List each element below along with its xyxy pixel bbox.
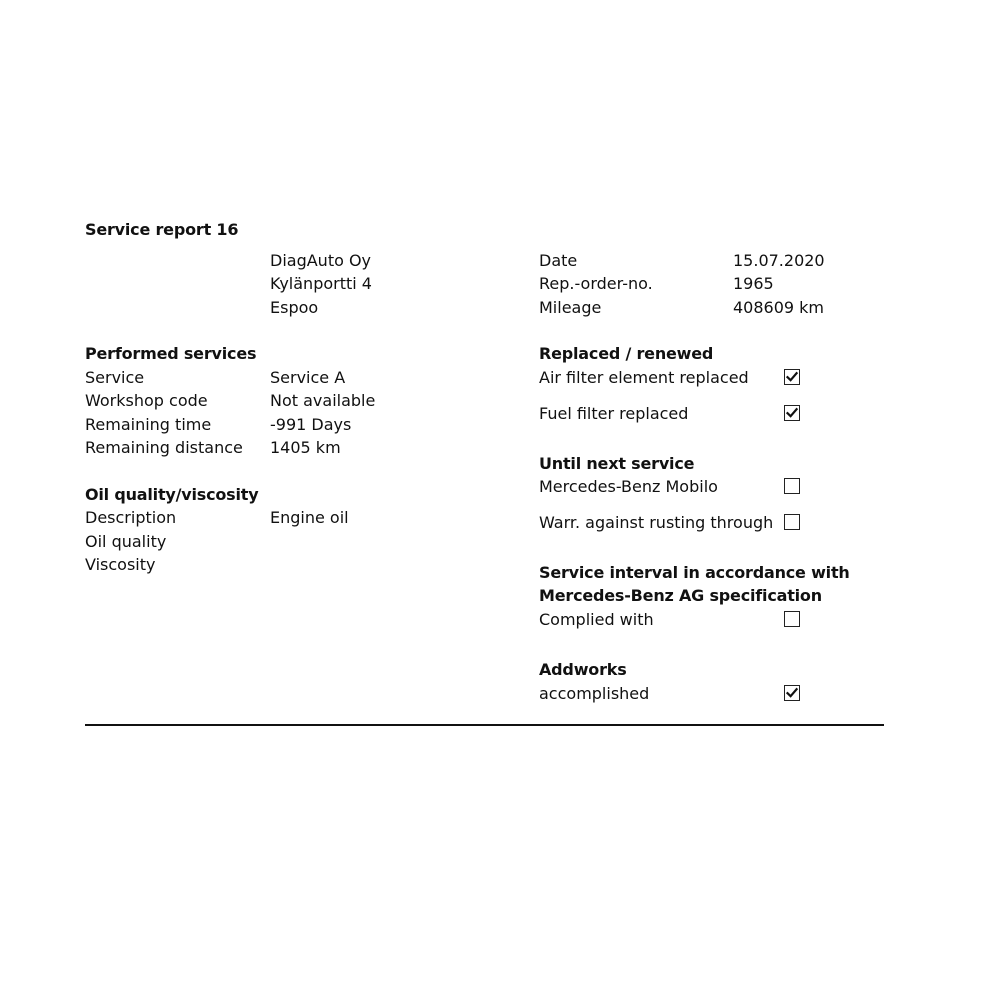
workshop-code-value: Not available — [270, 391, 376, 410]
checkmark-icon — [786, 687, 798, 699]
remaining-time-value: -991 Days — [270, 415, 352, 434]
fuel-filter-label: Fuel filter replaced — [539, 404, 689, 423]
air-filter-checkbox[interactable] — [784, 369, 800, 385]
workshop-city: Espoo — [270, 298, 319, 317]
accomplished-checkbox[interactable] — [784, 685, 800, 701]
workshop-name: DiagAuto Oy — [270, 251, 372, 270]
oil-quality-label: Oil quality — [85, 532, 167, 551]
performed-services-heading: Performed services — [85, 344, 257, 363]
mobilo-checkbox[interactable] — [784, 478, 800, 494]
until-next-heading: Until next service — [539, 454, 695, 473]
addworks-heading: Addworks — [539, 660, 627, 679]
viscosity-label: Viscosity — [85, 555, 156, 574]
checkmark-icon — [786, 371, 798, 383]
replaced-heading: Replaced / renewed — [539, 344, 714, 363]
oil-description-label: Description — [85, 508, 177, 527]
date-value: 15.07.2020 — [733, 251, 825, 270]
interval-heading-line2: Mercedes-Benz AG specification — [539, 586, 822, 605]
bottom-divider — [85, 724, 884, 726]
remaining-distance-value: 1405 km — [270, 438, 341, 457]
workshop-code-label: Workshop code — [85, 391, 208, 410]
report-title: Service report 16 — [85, 220, 239, 239]
remaining-distance-label: Remaining distance — [85, 438, 243, 457]
complied-with-label: Complied with — [539, 610, 654, 629]
order-number-value: 1965 — [733, 274, 774, 293]
oil-description-value: Engine oil — [270, 508, 349, 527]
air-filter-label: Air filter element replaced — [539, 368, 749, 387]
service-label: Service — [85, 368, 145, 387]
service-value: Service A — [270, 368, 346, 387]
mileage-label: Mileage — [539, 298, 602, 317]
remaining-time-label: Remaining time — [85, 415, 212, 434]
checkmark-icon — [786, 407, 798, 419]
fuel-filter-checkbox[interactable] — [784, 405, 800, 421]
accomplished-label: accomplished — [539, 684, 650, 703]
oil-heading: Oil quality/viscosity — [85, 485, 259, 504]
complied-with-checkbox[interactable] — [784, 611, 800, 627]
order-number-label: Rep.-order-no. — [539, 274, 653, 293]
workshop-street: Kylänportti 4 — [270, 274, 372, 293]
interval-heading-line1: Service interval in accordance with — [539, 563, 850, 582]
mileage-value: 408609 km — [733, 298, 825, 317]
rusting-warranty-checkbox[interactable] — [784, 514, 800, 530]
mobilo-label: Mercedes-Benz Mobilo — [539, 477, 718, 496]
rusting-warranty-label: Warr. against rusting through — [539, 513, 774, 532]
date-label: Date — [539, 251, 578, 270]
